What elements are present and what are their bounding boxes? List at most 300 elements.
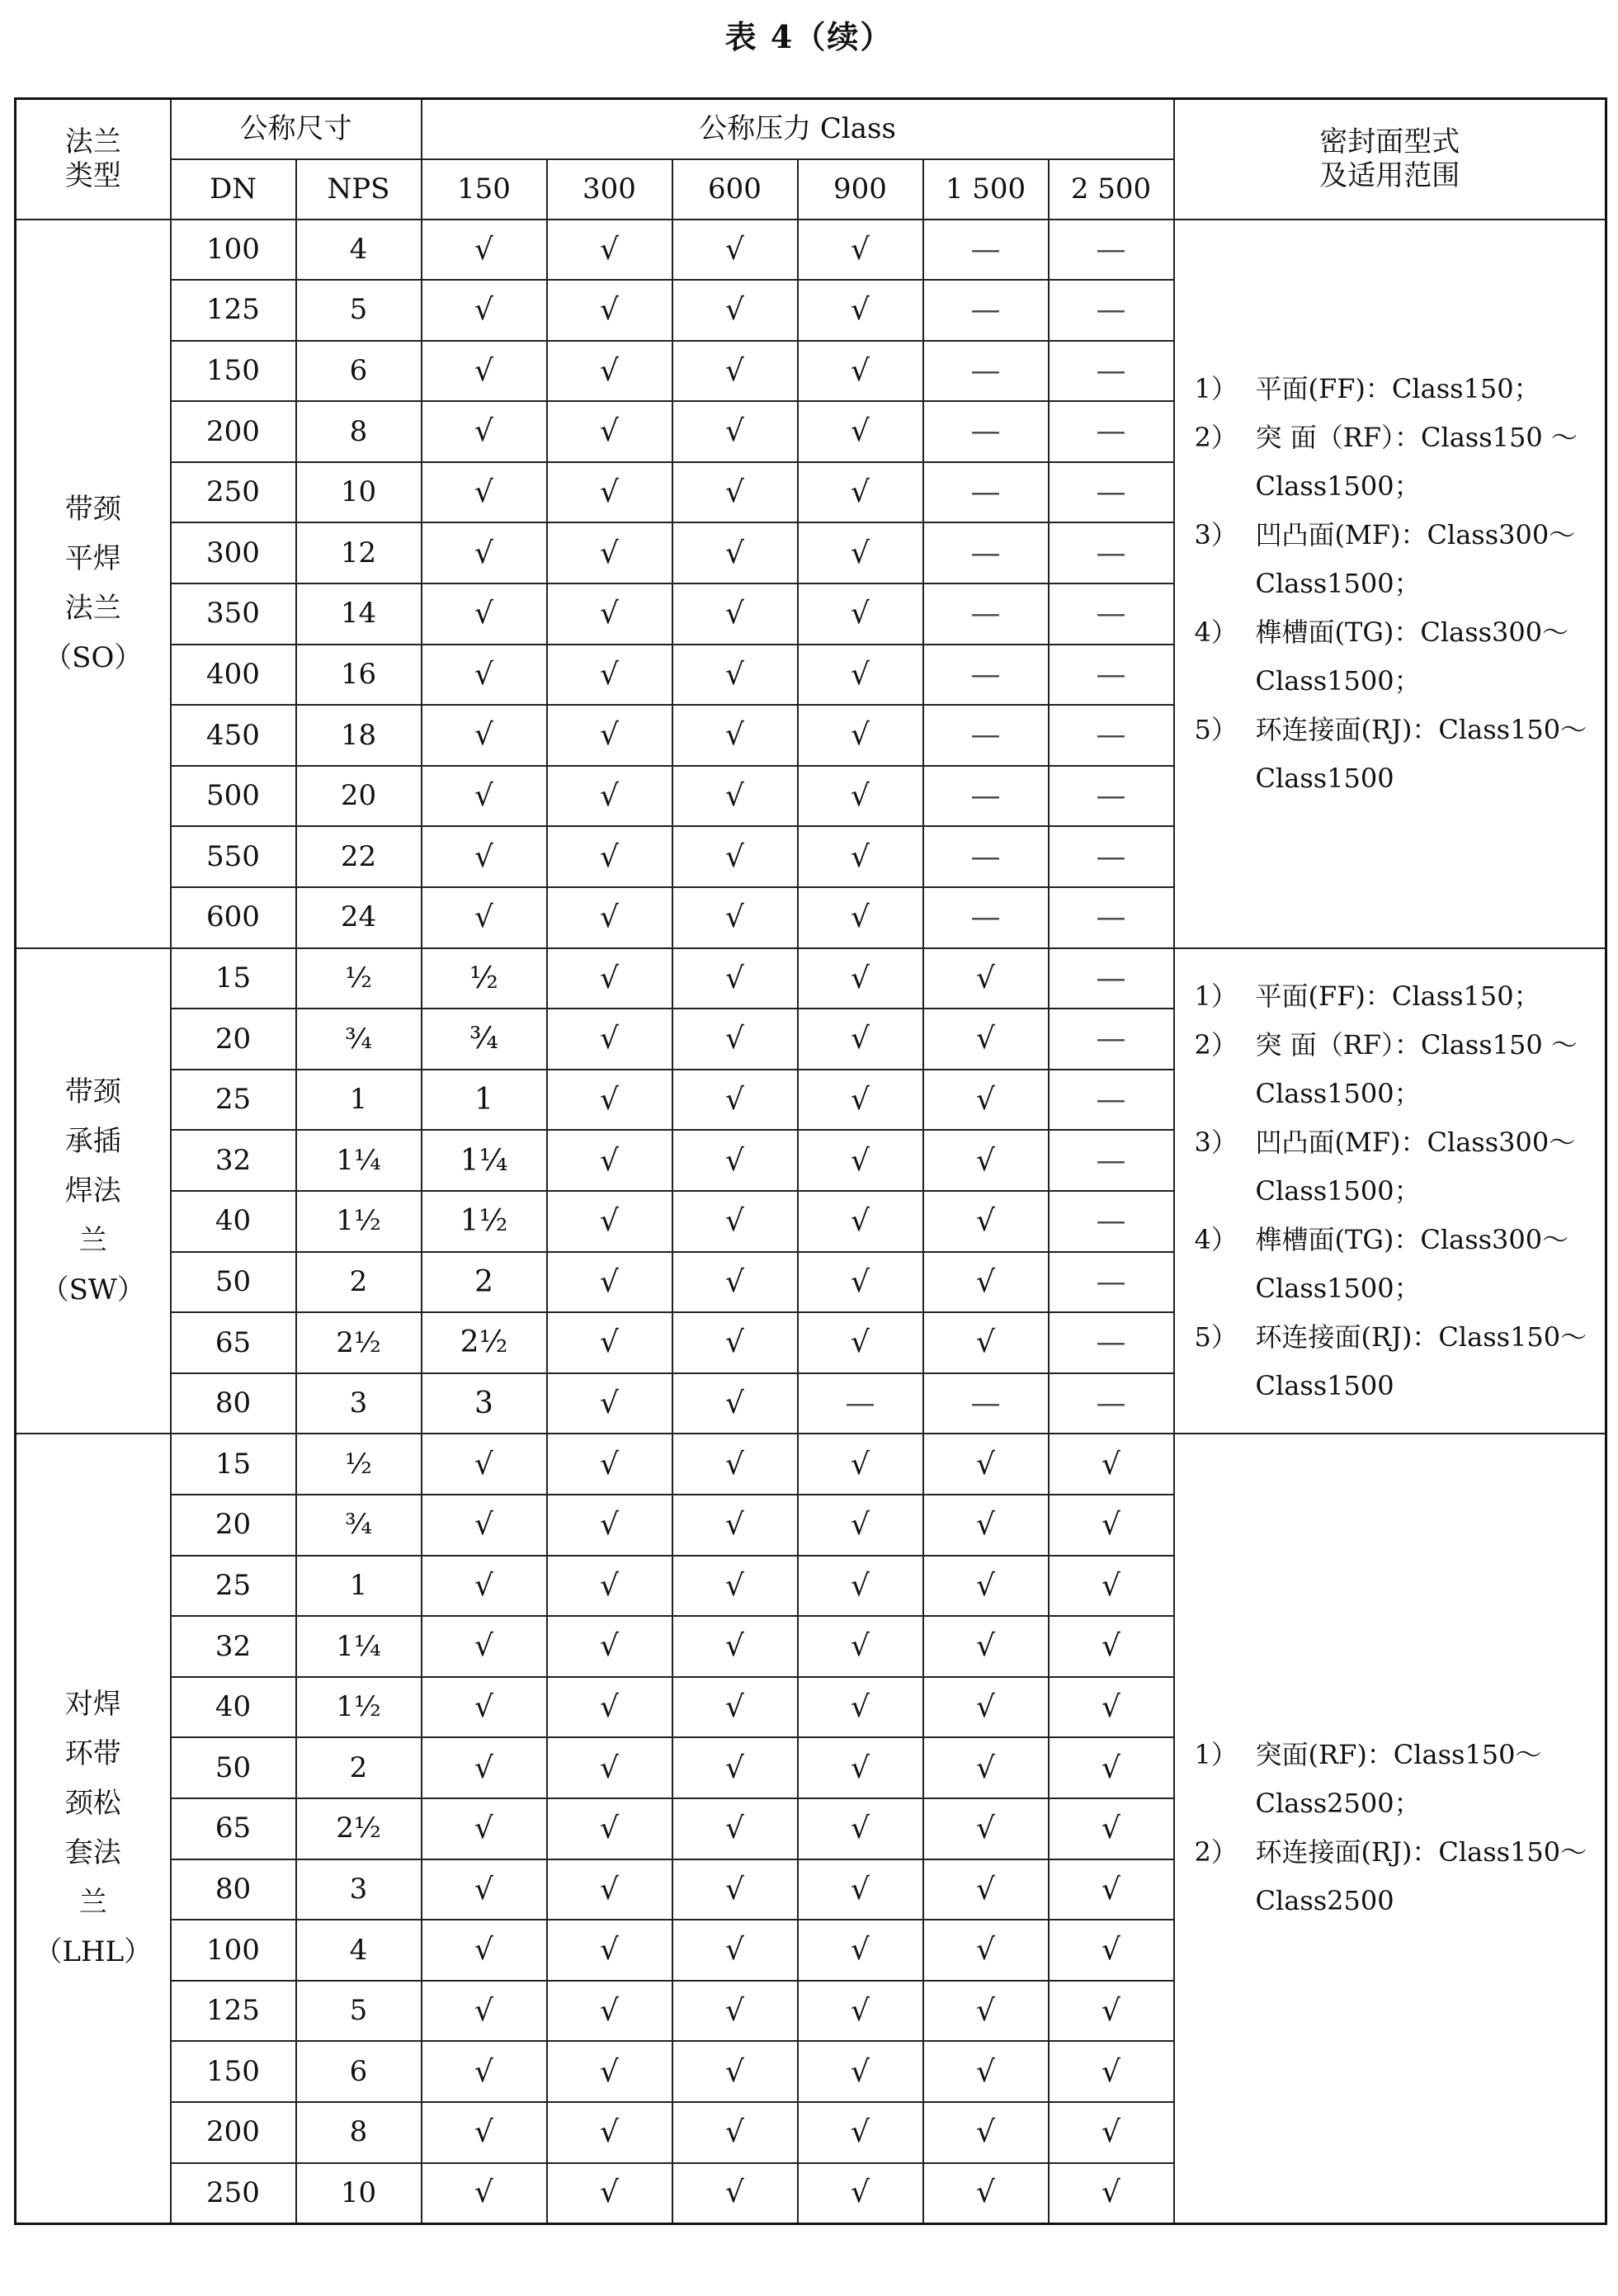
dn-cell: 25: [171, 1070, 296, 1131]
nps-cell: 1½: [296, 1677, 422, 1738]
pressure-class-cell: √: [547, 2041, 672, 2102]
dn-cell: 80: [171, 1373, 296, 1434]
pressure-class-cell: √: [798, 1009, 923, 1070]
pressure-class-cell: √: [547, 1920, 672, 1981]
table-row: [16, 1434, 1606, 1495]
pressure-class-cell: √: [798, 645, 923, 706]
pressure-class-cell: 2½: [422, 1312, 547, 1373]
pressure-class-cell: √: [547, 1312, 672, 1373]
nps-cell: 4: [296, 1920, 422, 1981]
pressure-class-cell: √: [422, 1981, 547, 2042]
pressure-class-cell: √: [923, 948, 1049, 1009]
pressure-class-cell: —: [1049, 1070, 1174, 1131]
pressure-class-cell: √: [798, 583, 923, 645]
nps-cell: 8: [296, 2102, 422, 2163]
pressure-class-cell: √: [798, 1616, 923, 1677]
nps-cell: 12: [296, 522, 422, 583]
dn-cell: 600: [171, 887, 296, 948]
seal-item-line: 突 面（RF）：Class150 ～: [1255, 1028, 1578, 1061]
seal-item-line: 突面(RF)：Class150～: [1255, 1739, 1542, 1771]
dn-cell: 65: [171, 1312, 296, 1373]
pressure-class-cell: —: [1049, 583, 1174, 645]
flange-type-line: 兰: [78, 1886, 107, 1920]
flange-type-cell: [16, 948, 171, 1434]
pressure-class-cell: √: [672, 1009, 798, 1070]
pressure-class-cell: √: [923, 2041, 1049, 2102]
pressure-class-cell: √: [547, 826, 672, 887]
nps-cell: ½: [296, 1434, 422, 1495]
pressure-class-cell: —: [1049, 462, 1174, 523]
pressure-class-cell: —: [1049, 1130, 1174, 1191]
pressure-class-cell: √: [547, 1737, 672, 1798]
pressure-class-cell: √: [422, 826, 547, 887]
pressure-class-cell: √: [798, 1556, 923, 1617]
pressure-class-cell: √: [1049, 2102, 1174, 2163]
nps-cell: 6: [296, 2041, 422, 2102]
pressure-class-cell: √: [923, 1737, 1049, 1798]
pressure-class-cell: √: [422, 1920, 547, 1981]
pressure-class-cell: √: [422, 887, 547, 948]
seal-item-line: 榫槽面(TG)：Class300～: [1255, 1223, 1569, 1255]
flange-type-line: 带颈: [64, 1075, 121, 1108]
dn-cell: 50: [171, 1252, 296, 1313]
pressure-class-cell: √: [1049, 1737, 1174, 1798]
seal-item: [1195, 1021, 1592, 1118]
seal-item-text: [1256, 1118, 1592, 1216]
seal-item-text: [1256, 1216, 1592, 1313]
pressure-class-cell: √: [547, 341, 672, 402]
pressure-class-cell: √: [547, 401, 672, 462]
pressure-class-cell: √: [547, 1798, 672, 1859]
pressure-class-cell: √: [923, 2163, 1049, 2224]
pressure-class-cell: √: [1049, 1798, 1174, 1859]
pressure-class-cell: √: [547, 522, 672, 583]
pressure-class-cell: —: [923, 766, 1049, 827]
seal-item: [1195, 608, 1592, 706]
seal-item-number: 2）: [1194, 421, 1238, 453]
pressure-class-cell: √: [672, 1373, 798, 1434]
pressure-class-cell: √: [798, 2163, 923, 2224]
pressure-class-cell: √: [1049, 1859, 1174, 1920]
pressure-class-cell: √: [672, 1798, 798, 1859]
pressure-class-cell: —: [1049, 341, 1174, 402]
header-class-600: 600: [672, 159, 798, 220]
dn-cell: 450: [171, 705, 296, 766]
seal-item-number: 2）: [1194, 1028, 1238, 1061]
table-row: [16, 948, 1606, 1009]
seal-cell: [1174, 948, 1606, 1434]
pressure-class-cell: √: [547, 1070, 672, 1131]
flange-type-line: （LHL）: [34, 1935, 153, 1969]
pressure-class-cell: √: [1049, 1556, 1174, 1617]
pressure-class-cell: √: [1049, 1495, 1174, 1556]
pressure-class-cell: ½: [422, 948, 547, 1009]
pressure-class-cell: √: [547, 1009, 672, 1070]
nps-cell: 6: [296, 341, 422, 402]
header-seal: [1174, 99, 1606, 220]
pressure-class-cell: √: [422, 583, 547, 645]
table-row: [16, 220, 1606, 281]
pressure-class-cell: √: [547, 887, 672, 948]
pressure-class-cell: √: [672, 1677, 798, 1738]
pressure-class-cell: √: [422, 1616, 547, 1677]
pressure-class-cell: √: [672, 2102, 798, 2163]
pressure-class-cell: √: [547, 1434, 672, 1495]
pressure-class-cell: √: [798, 1191, 923, 1252]
dn-cell: 40: [171, 1191, 296, 1252]
pressure-class-cell: —: [1049, 1252, 1174, 1313]
header-class-2500: 2 500: [1049, 159, 1174, 220]
pressure-class-cell: √: [1049, 2041, 1174, 2102]
pressure-class-cell: —: [923, 522, 1049, 583]
pressure-class-cell: √: [672, 522, 798, 583]
pressure-class-cell: √: [798, 401, 923, 462]
flange-type-line: 颈松: [64, 1787, 121, 1821]
dn-cell: 100: [171, 220, 296, 281]
pressure-class-cell: —: [1049, 220, 1174, 281]
header-nominal-pressure: 公称压力 Class: [422, 99, 1174, 159]
nps-cell: 3: [296, 1859, 422, 1920]
pressure-class-cell: √: [923, 1616, 1049, 1677]
pressure-class-cell: √: [798, 766, 923, 827]
pressure-class-cell: √: [422, 522, 547, 583]
nps-cell: 4: [296, 220, 422, 281]
dn-cell: 25: [171, 1556, 296, 1617]
pressure-class-cell: √: [672, 948, 798, 1009]
pressure-class-cell: —: [1049, 645, 1174, 706]
pressure-class-cell: √: [422, 645, 547, 706]
pressure-class-cell: √: [547, 705, 672, 766]
nps-cell: 3: [296, 1373, 422, 1434]
pressure-class-cell: —: [923, 462, 1049, 523]
pressure-class-cell: √: [923, 1252, 1049, 1313]
pressure-class-cell: √: [672, 1191, 798, 1252]
header-class-150: 150: [422, 159, 547, 220]
pressure-class-cell: —: [923, 826, 1049, 887]
flange-type-line: 承插: [64, 1125, 121, 1158]
seal-item-line: 平面(FF)：Class150；: [1255, 372, 1540, 404]
dn-cell: 200: [171, 2102, 296, 2163]
nps-cell: 14: [296, 583, 422, 645]
header-class-300: 300: [547, 159, 672, 220]
pressure-class-cell: —: [1049, 401, 1174, 462]
pressure-class-cell: √: [547, 1859, 672, 1920]
pressure-class-cell: 2: [422, 1252, 547, 1313]
pressure-class-cell: √: [672, 583, 798, 645]
pressure-class-cell: √: [547, 2102, 672, 2163]
seal-item: [1195, 1828, 1592, 1925]
pressure-class-cell: √: [1049, 1616, 1174, 1677]
pressure-class-cell: —: [1049, 948, 1174, 1009]
seal-item-number: 5）: [1194, 713, 1238, 745]
dn-cell: 125: [171, 280, 296, 341]
pressure-class-cell: 1: [422, 1070, 547, 1131]
table-title: 表 4（续）: [724, 18, 894, 55]
pressure-class-cell: √: [422, 766, 547, 827]
pressure-class-cell: √: [672, 280, 798, 341]
pressure-class-cell: √: [923, 1981, 1049, 2042]
nps-cell: 18: [296, 705, 422, 766]
seal-item-number: 1）: [1194, 372, 1238, 404]
pressure-class-cell: √: [547, 462, 672, 523]
seal-item-text: [1256, 1731, 1592, 1828]
nps-cell: 10: [296, 462, 422, 523]
header-nominal-size: 公称尺寸: [171, 99, 422, 159]
pressure-class-cell: √: [672, 462, 798, 523]
flange-type-line: 平焊: [64, 542, 121, 576]
seal-item-text: [1256, 365, 1592, 413]
nps-cell: 16: [296, 645, 422, 706]
seal-item-line: Class1500；: [1255, 470, 1421, 502]
pressure-class-cell: 1½: [422, 1191, 547, 1252]
dn-cell: 100: [171, 1920, 296, 1981]
seal-item-text: [1256, 511, 1592, 608]
seal-item-line: Class1500: [1255, 762, 1394, 794]
pressure-class-cell: √: [798, 1434, 923, 1495]
pressure-class-cell: —: [1049, 766, 1174, 827]
seal-item-line: 环连接面(RJ)：Class150～: [1255, 1836, 1587, 1868]
pressure-class-cell: √: [672, 1495, 798, 1556]
pressure-class-cell: √: [672, 1920, 798, 1981]
dn-cell: 500: [171, 766, 296, 827]
seal-item: [1195, 1216, 1592, 1313]
seal-item-text: [1256, 1021, 1592, 1118]
pressure-class-cell: —: [1049, 280, 1174, 341]
pressure-class-cell: √: [422, 1495, 547, 1556]
pressure-class-cell: √: [422, 2163, 547, 2224]
flange-type-line: 兰: [78, 1224, 107, 1257]
flange-type-cell: [16, 1434, 171, 2223]
pressure-class-cell: √: [422, 401, 547, 462]
pressure-class-cell: √: [672, 1556, 798, 1617]
nps-cell: 1¼: [296, 1130, 422, 1191]
flange-type-line: （SO）: [44, 641, 143, 675]
dn-cell: 150: [171, 2041, 296, 2102]
pressure-class-cell: √: [798, 1798, 923, 1859]
seal-item-number: 4）: [1194, 1223, 1238, 1255]
pressure-class-cell: —: [1049, 1009, 1174, 1070]
nps-cell: 20: [296, 766, 422, 827]
pressure-class-cell: √: [798, 826, 923, 887]
seal-item-text: [1256, 608, 1592, 706]
seal-item-text: [1256, 972, 1592, 1021]
pressure-class-cell: √: [547, 1130, 672, 1191]
dn-cell: 32: [171, 1616, 296, 1677]
pressure-class-cell: √: [923, 1495, 1049, 1556]
seal-item: [1195, 1731, 1592, 1828]
dn-cell: 550: [171, 826, 296, 887]
nps-cell: 1½: [296, 1191, 422, 1252]
pressure-class-cell: √: [547, 645, 672, 706]
nps-cell: 2: [296, 1737, 422, 1798]
nps-cell: ½: [296, 948, 422, 1009]
pressure-class-cell: —: [1049, 1191, 1174, 1252]
seal-item: [1195, 413, 1592, 511]
pressure-class-cell: —: [923, 1373, 1049, 1434]
dn-cell: 20: [171, 1495, 296, 1556]
pressure-class-cell: √: [547, 1981, 672, 2042]
pressure-class-cell: √: [422, 280, 547, 341]
pressure-class-cell: √: [798, 280, 923, 341]
seal-item-number: 1）: [1194, 980, 1238, 1012]
dn-cell: 32: [171, 1130, 296, 1191]
pressure-class-cell: √: [1049, 2163, 1174, 2224]
pressure-class-cell: √: [422, 705, 547, 766]
dn-cell: 15: [171, 948, 296, 1009]
pressure-class-cell: √: [798, 1981, 923, 2042]
pressure-class-cell: √: [672, 887, 798, 948]
seal-item: [1195, 365, 1592, 413]
dn-cell: 40: [171, 1677, 296, 1738]
pressure-class-cell: √: [672, 1252, 798, 1313]
pressure-class-cell: √: [672, 1070, 798, 1131]
pressure-class-cell: √: [672, 220, 798, 281]
pressure-class-cell: √: [798, 1495, 923, 1556]
pressure-class-cell: √: [672, 1859, 798, 1920]
pressure-class-cell: √: [798, 1070, 923, 1131]
seal-item-number: 4）: [1194, 616, 1238, 648]
pressure-class-cell: √: [547, 1252, 672, 1313]
pressure-class-cell: √: [923, 1434, 1049, 1495]
pressure-class-cell: √: [672, 1434, 798, 1495]
dn-cell: 20: [171, 1009, 296, 1070]
pressure-class-cell: √: [923, 1920, 1049, 1981]
dn-cell: 15: [171, 1434, 296, 1495]
seal-item-line: 突 面（RF）：Class150 ～: [1255, 421, 1578, 453]
pressure-class-cell: √: [923, 1798, 1049, 1859]
pressure-class-cell: —: [1049, 522, 1174, 583]
pressure-class-cell: √: [422, 1677, 547, 1738]
pressure-class-cell: —: [923, 341, 1049, 402]
header-seal-line: 及适用范围: [1319, 158, 1460, 192]
pressure-class-cell: √: [547, 1677, 672, 1738]
dn-cell: 250: [171, 2163, 296, 2224]
pressure-class-cell: √: [547, 2163, 672, 2224]
pressure-class-cell: √: [923, 1677, 1049, 1738]
pressure-class-cell: √: [672, 1312, 798, 1373]
pressure-class-cell: √: [547, 1191, 672, 1252]
pressure-class-cell: 1¼: [422, 1130, 547, 1191]
flange-type-cell: [16, 220, 171, 948]
pressure-class-cell: √: [798, 2102, 923, 2163]
pressure-class-cell: √: [923, 2102, 1049, 2163]
pressure-class-cell: √: [672, 401, 798, 462]
pressure-class-cell: √: [1049, 1920, 1174, 1981]
dn-cell: 80: [171, 1859, 296, 1920]
pressure-class-cell: √: [547, 1373, 672, 1434]
seal-item-line: 榫槽面(TG)：Class300～: [1255, 616, 1569, 648]
seal-cell: [1174, 1434, 1606, 2223]
seal-item-line: Class1500；: [1255, 567, 1421, 599]
pressure-class-cell: —: [1049, 1373, 1174, 1434]
seal-item-number: 1）: [1194, 1739, 1238, 1771]
header-flange-type-line: 法兰: [64, 125, 121, 158]
header-dn: DN: [171, 159, 296, 220]
seal-item-line: 凹凸面(MF)：Class300～: [1255, 518, 1576, 550]
nps-cell: 1: [296, 1556, 422, 1617]
pressure-class-cell: √: [672, 341, 798, 402]
pressure-class-cell: √: [923, 1191, 1049, 1252]
seal-item-number: 3）: [1194, 1126, 1238, 1158]
pressure-class-cell: √: [798, 887, 923, 948]
seal-item-line: Class1500；: [1255, 1174, 1421, 1207]
pressure-class-cell: √: [798, 341, 923, 402]
seal-item-line: Class1500: [1255, 1369, 1394, 1401]
seal-item-line: 环连接面(RJ)：Class150～: [1255, 1320, 1587, 1353]
nps-cell: 10: [296, 2163, 422, 2224]
pressure-class-cell: √: [547, 583, 672, 645]
pressure-class-cell: √: [798, 1859, 923, 1920]
pressure-class-cell: √: [672, 766, 798, 827]
nps-cell: 5: [296, 1981, 422, 2042]
header-class-900: 900: [798, 159, 923, 220]
seal-item-text: [1256, 1828, 1592, 1925]
header-flange-type: [16, 99, 171, 220]
dn-cell: 200: [171, 401, 296, 462]
seal-item: [1195, 511, 1592, 608]
nps-cell: 5: [296, 280, 422, 341]
dn-cell: 300: [171, 522, 296, 583]
seal-item-number: 2）: [1194, 1836, 1238, 1868]
pressure-class-cell: √: [422, 1859, 547, 1920]
pressure-class-cell: √: [422, 2041, 547, 2102]
nps-cell: 1¼: [296, 1616, 422, 1677]
seal-item-text: [1256, 413, 1592, 511]
table-body: [16, 220, 1606, 2224]
pressure-class-cell: √: [923, 1009, 1049, 1070]
pressure-class-cell: √: [798, 1252, 923, 1313]
pressure-class-cell: √: [798, 2041, 923, 2102]
nps-cell: 22: [296, 826, 422, 887]
flange-type-line: 焊法: [64, 1174, 121, 1207]
nps-cell: ¾: [296, 1495, 422, 1556]
dn-cell: 250: [171, 462, 296, 523]
pressure-class-cell: —: [798, 1373, 923, 1434]
pressure-class-cell: √: [798, 948, 923, 1009]
pressure-class-cell: —: [1049, 1312, 1174, 1373]
pressure-class-cell: √: [923, 1556, 1049, 1617]
pressure-class-cell: √: [422, 220, 547, 281]
pressure-class-cell: √: [547, 948, 672, 1009]
pressure-class-cell: √: [1049, 1677, 1174, 1738]
dn-cell: 150: [171, 341, 296, 402]
pressure-class-cell: —: [1049, 887, 1174, 948]
pressure-class-cell: √: [798, 522, 923, 583]
seal-item-line: Class1500；: [1255, 1077, 1421, 1109]
pressure-class-cell: —: [923, 645, 1049, 706]
pressure-class-cell: √: [672, 1981, 798, 2042]
header-nps: NPS: [296, 159, 422, 220]
flange-table: [14, 97, 1607, 2225]
pressure-class-cell: √: [422, 1798, 547, 1859]
pressure-class-cell: √: [798, 462, 923, 523]
seal-item: [1195, 972, 1592, 1021]
pressure-class-cell: —: [923, 280, 1049, 341]
pressure-class-cell: √: [672, 705, 798, 766]
seal-cell: [1174, 220, 1606, 948]
dn-cell: 400: [171, 645, 296, 706]
pressure-class-cell: 3: [422, 1373, 547, 1434]
pressure-class-cell: √: [1049, 1434, 1174, 1495]
pressure-class-cell: —: [923, 401, 1049, 462]
pressure-class-cell: √: [672, 1616, 798, 1677]
pressure-class-cell: √: [798, 1130, 923, 1191]
seal-item: [1195, 1313, 1592, 1410]
pressure-class-cell: —: [923, 705, 1049, 766]
pressure-class-cell: √: [422, 1434, 547, 1495]
seal-item-line: Class2500: [1255, 1885, 1394, 1917]
header-seal-line: 密封面型式: [1319, 125, 1460, 158]
